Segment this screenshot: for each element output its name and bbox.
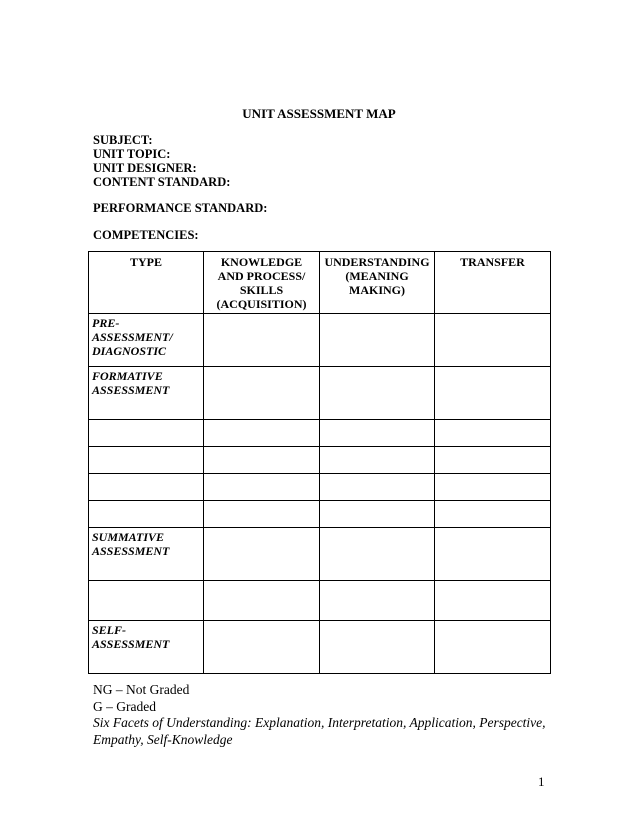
row-label-pre-assessment: PRE-ASSESSMENT/ DIAGNOSTIC	[89, 314, 204, 367]
performance-standard-field: PERFORMANCE STANDARD:	[93, 201, 268, 215]
table-cell	[320, 581, 435, 621]
table-row	[89, 474, 551, 501]
table-cell	[204, 581, 320, 621]
header-transfer: TRANSFER	[435, 252, 551, 314]
table-cell	[204, 528, 320, 581]
table-row	[89, 581, 551, 621]
assessment-map-table	[88, 251, 551, 674]
row-label-empty	[89, 501, 204, 528]
page-title: UNIT ASSESSMENT MAP	[242, 106, 396, 121]
unit-designer-field: UNIT DESIGNER:	[93, 161, 197, 175]
row-label-summative: SUMMATIVE ASSESSMENT	[89, 528, 204, 581]
table-cell	[435, 420, 551, 447]
table-row	[89, 528, 551, 581]
table-cell	[435, 367, 551, 420]
table-row	[89, 367, 551, 420]
content-standard-field: CONTENT STANDARD:	[93, 175, 231, 189]
table-cell	[204, 501, 320, 528]
row-label-formative: FORMATIVE ASSESSMENT	[89, 367, 204, 420]
table-row	[89, 314, 551, 367]
table-cell	[320, 367, 435, 420]
table-cell	[435, 474, 551, 501]
row-label-self-assessment: SELF-ASSESSMENT	[89, 621, 204, 674]
page-number: 1	[538, 774, 545, 789]
table-cell	[204, 314, 320, 367]
header-knowledge: KNOWLEDGE AND PROCESS/ SKILLS (ACQUISITION)	[204, 252, 320, 314]
table-cell	[435, 501, 551, 528]
table-cell	[435, 581, 551, 621]
table-cell	[435, 621, 551, 674]
table-cell	[320, 420, 435, 447]
table-cell	[204, 420, 320, 447]
unit-topic-field: UNIT TOPIC:	[93, 147, 171, 161]
table-cell	[435, 528, 551, 581]
table-cell	[435, 314, 551, 367]
table-row	[89, 621, 551, 674]
table-row	[89, 447, 551, 474]
note-graded: G – Graded	[93, 698, 156, 714]
table-cell	[204, 447, 320, 474]
header-understanding: UNDERSTANDING (MEANING MAKING)	[320, 252, 435, 314]
table-header-row	[89, 252, 551, 314]
header-type: TYPE	[89, 252, 204, 314]
subject-field: SUBJECT:	[93, 133, 153, 147]
row-label-empty	[89, 474, 204, 501]
row-label-empty	[89, 581, 204, 621]
table-row	[89, 420, 551, 447]
table-cell	[320, 501, 435, 528]
table-cell	[320, 447, 435, 474]
table-cell	[320, 621, 435, 674]
table-cell	[320, 528, 435, 581]
legend-notes	[93, 682, 553, 748]
row-label-empty	[89, 420, 204, 447]
note-not-graded: NG – Not Graded	[93, 682, 190, 697]
row-label-empty	[89, 447, 204, 474]
table-cell	[320, 314, 435, 367]
note-six-facets: Six Facets of Understanding: Explanation, Interpretation, Application, Perspective, Empathy, Self-Knowledge	[93, 715, 546, 747]
table-cell	[435, 447, 551, 474]
table-row	[89, 501, 551, 528]
competencies-field: COMPETENCIES:	[93, 228, 199, 242]
table-cell	[204, 367, 320, 420]
table-cell	[320, 474, 435, 501]
table-cell	[204, 621, 320, 674]
table-cell	[204, 474, 320, 501]
